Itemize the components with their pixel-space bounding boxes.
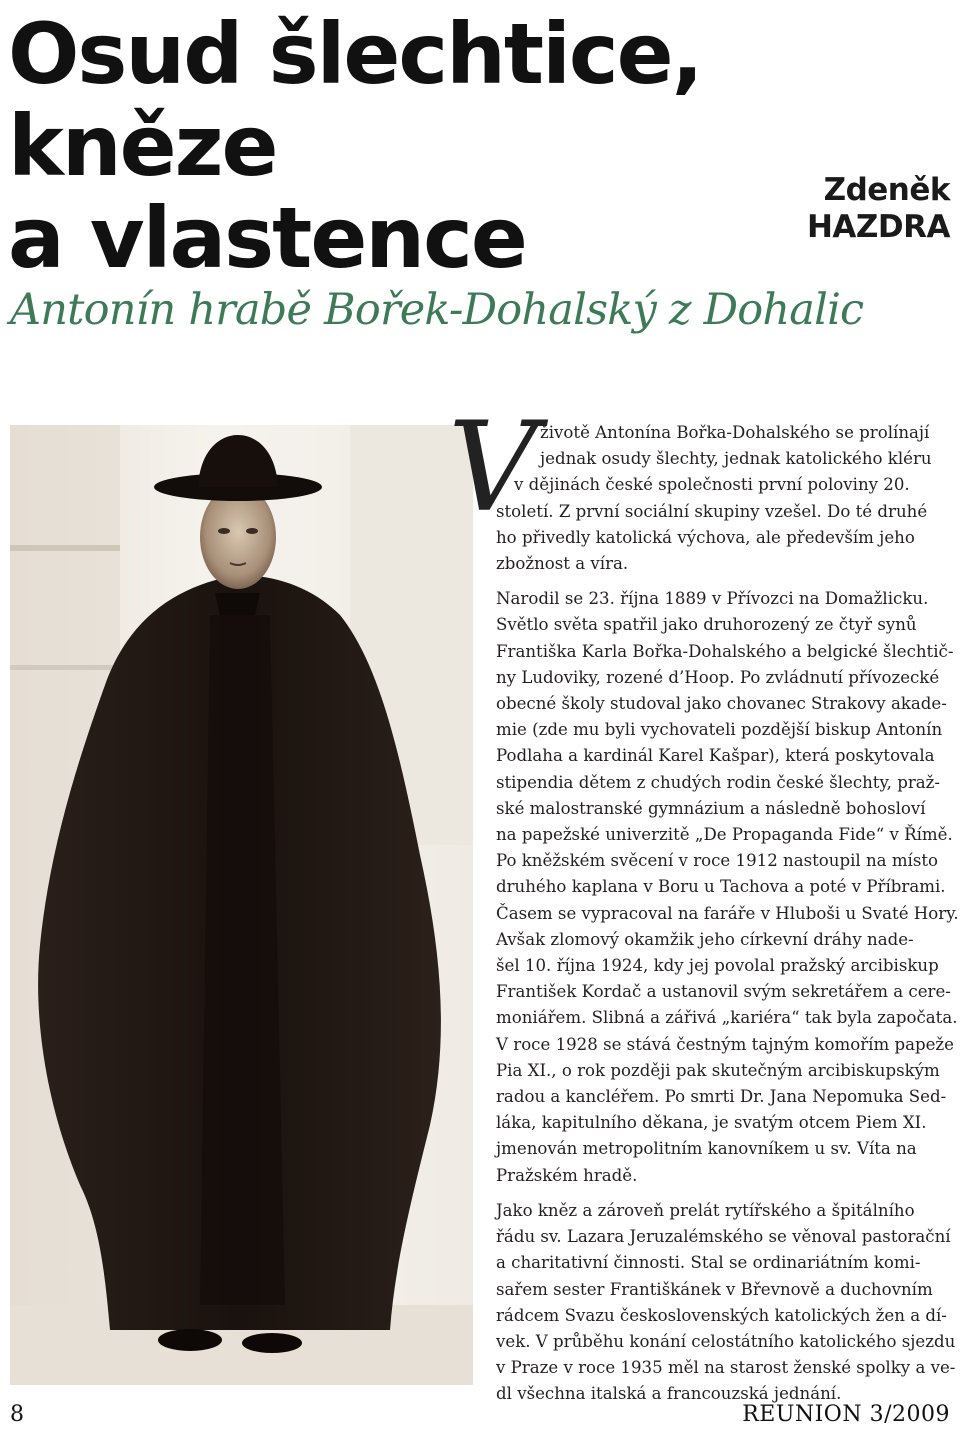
- body-line: ské malostranské gymnázium a následně bohosloví: [496, 798, 926, 818]
- body-line: životě Antonína Bořka-Dohalského se prolínají: [540, 423, 930, 442]
- body-line: šel 10. října 1924, kdy jej povolal pražský arcibiskup: [496, 956, 939, 976]
- portrait-photo-drawing: [10, 425, 473, 1385]
- body-line: Františka Karla Bořka-Dohalského a belgické šlechtič-: [496, 641, 954, 661]
- body-line: rádcem Svazu československých katolických žen a dí-: [496, 1305, 947, 1325]
- body-line: a charitativní činnosti. Stal se ordinariátním komi-: [496, 1253, 921, 1273]
- body-line: jmenován metropolitním kanovníkem u sv. Víta na: [496, 1139, 917, 1159]
- body-line: mie (zde mu byli vychovateli pozdější biskup Antonín: [496, 720, 943, 740]
- title-line-3: a vlastence: [8, 189, 526, 287]
- body-line: Po kněžském svěcení v roce 1912 nastoupil na místo: [496, 851, 939, 871]
- title-line-1: Osud šlechtice,: [8, 5, 702, 103]
- body-line: Časem se vypracoval na faráře v Hluboši u Svaté Hory.: [496, 903, 959, 923]
- body-line: Podlaha a kardinál Karel Kašpar), která poskytovala: [496, 746, 935, 766]
- body-line: moniářem. Slibná a zářivá „kariéra“ tak byla započata.: [496, 1008, 958, 1028]
- body-line: Pia XI., o rok později pak skutečným arcibiskupským: [496, 1060, 940, 1080]
- page-number: 8: [10, 1402, 24, 1427]
- body-line: ny Ludoviky, rozené d’Hoop. Po zvládnutí přívozecké: [496, 667, 940, 687]
- body-line: řádu sv. Lazara Jeruzalémského se věnoval pastorační: [496, 1227, 951, 1247]
- body-line: Pražském hradě.: [496, 1165, 638, 1185]
- body-line: jednak osudy šlechty, jednak katolického kléru: [540, 449, 932, 469]
- body-line: Narodil se 23. října 1889 v Přívozci na Domažlicku.: [496, 589, 929, 609]
- author-first-name: Zdeněk: [823, 172, 950, 208]
- body-line: Avšak zlomový okamžik jeho církevní dráhy nade-: [496, 929, 914, 949]
- article-title: [8, 5, 728, 287]
- body-line: Světlo světa spatřil jako druhorozený ze čtyř synů: [496, 615, 917, 635]
- body-line: zbožnost a víra.: [496, 554, 629, 574]
- author-last-name: HAZDRA: [806, 209, 950, 245]
- body-line: Jako kněz a zároveň prelát rytířského a špitálního: [496, 1200, 915, 1220]
- body-line: na papežské univerzitě „De Propaganda Fide“ v Římě.: [496, 825, 953, 845]
- body-line: v dějinách české společnosti první poloviny 20.: [514, 475, 910, 495]
- journal-issue: REUNION 3/2009: [742, 1402, 950, 1427]
- body-line: František Kordač a ustanovil svým sekretářem a cere-: [496, 982, 951, 1002]
- author-name: [807, 172, 950, 246]
- body-line: sařem sester Františkánek v Břevnově a duchovním: [496, 1279, 933, 1299]
- article-subtitle: Antonín hrabě Bořek-Dohalský z Dohalic: [10, 285, 864, 335]
- portrait-photo: [10, 425, 473, 1385]
- body-line: radou a kancléřem. Po smrti Dr. Jana Nepomuka Sed-: [496, 1087, 947, 1107]
- body-line: století. Z první sociální skupiny vzešel. Do té druhé: [496, 501, 928, 521]
- body-line: dl všechna italská a francouzská jednání.: [496, 1384, 842, 1404]
- body-line: stipendia dětem z chudých rodin české šlechty, praž-: [496, 772, 940, 792]
- title-line-2: kněze: [8, 97, 277, 195]
- body-line: obecné školy studoval jako chovanec Strakovy akade-: [496, 694, 947, 714]
- body-line: vek. V průběhu konání celostátního katolického sjezdu: [496, 1331, 956, 1351]
- body-line: ho přivedly katolická výchova, ale především jeho: [496, 527, 915, 547]
- article-body: [496, 420, 959, 1408]
- body-line: V roce 1928 se stává čestným tajným komořím papeže: [496, 1034, 954, 1054]
- drop-cap: V: [448, 396, 538, 540]
- body-line: láka, kapitulního děkana, je svatým otcem Piem XI.: [496, 1113, 927, 1133]
- body-line: v Praze v roce 1935 měl na starost ženské spolky a ve-: [496, 1358, 956, 1378]
- body-line: druhého kaplana v Boru u Tachova a poté v Příbrami.: [496, 877, 946, 897]
